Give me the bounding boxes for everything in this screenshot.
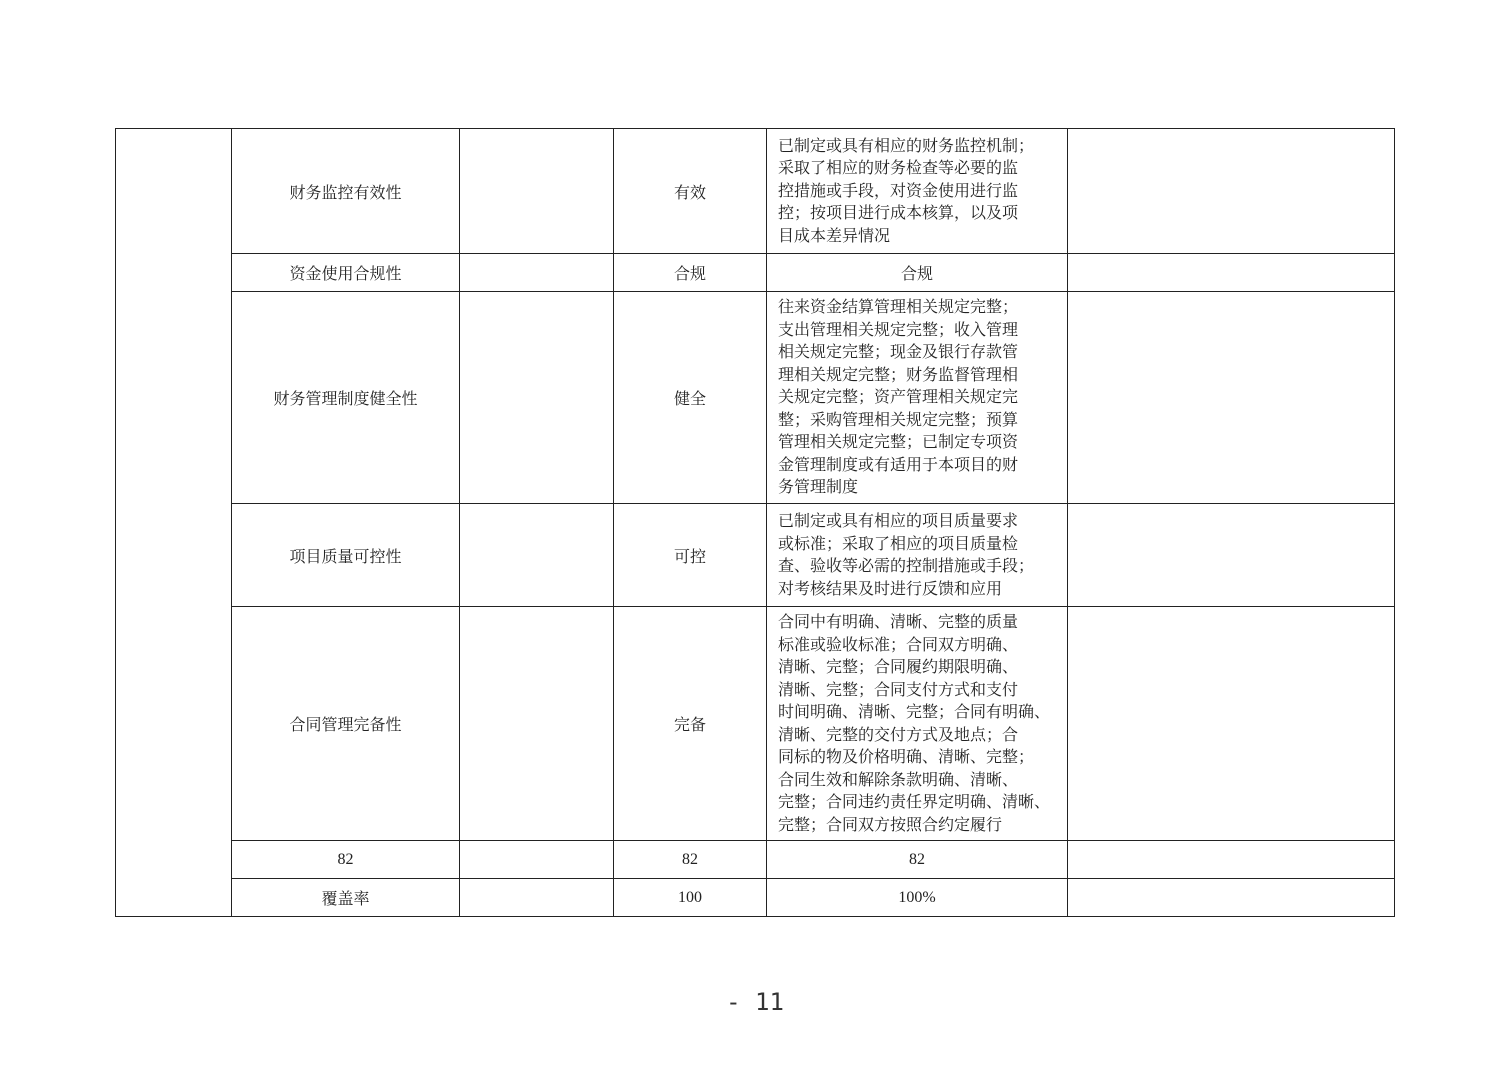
count-standard-cell: 82 [767,841,1068,879]
coverage-value-cell: 100 [614,879,767,917]
indicator-standard-cell [767,607,1068,841]
standard-text: 已制定或具有相应的项目质量要求 或标准；采取了相应的项目质量检 查、验收等必需的控制措施或手段； 对考核结果及时进行反馈和应用 [778,511,1035,598]
remark-cell [1068,254,1395,292]
empty-cell [460,607,614,841]
empty-cell [460,504,614,607]
standard-text: 合同中有明确、清晰、完整的质量 标准或验收标准；合同双方明确、 清晰、完整；合同履约期限明确、 清晰、完整；合同支付方式和支付 时间明确、清晰、完整；合同有明确、 清晰、完整的交付方式及地点；合 同标的物及价格明确、清晰、完整； 合同生效和解除条款明确、清晰、 完整；合同违约责任界定明确、清晰、 完整；合同双方按照合约定履行 [778,612,1051,834]
indicator-value-cell: 可控 [614,504,767,607]
merged-category-cell [116,129,232,917]
standard-text: 往来资金结算管理相关规定完整； 支出管理相关规定完整；收入管理 相关规定完整；现金及银行存款管 理相关规定完整；财务监督管理相 关规定完整；资产管理相关规定完 整；采购管理相关规定完整；预算 管理相关规定完整；已制定专项资 金管理制度或有适用于本项目的财 务管理制度 [778,297,1019,497]
remark-cell [1068,292,1395,504]
indicator-table [115,128,1395,917]
indicator-standard-cell: 合规 [767,254,1068,292]
page-number: - 11 [726,988,784,1016]
standard-text: 已制定或具有相应的财务监控机制； 采取了相应的财务检查等必要的监 控措施或手段，对资金使用进行监 控；按项目进行成本核算，以及项 目成本差异情况 [778,135,1035,245]
indicator-name-cell: 项目质量可控性 [232,504,460,607]
indicator-name-cell: 财务监控有效性 [232,129,460,254]
indicator-standard-cell [767,504,1068,607]
table-row [116,292,1395,504]
indicator-name-cell: 资金使用合规性 [232,254,460,292]
empty-cell [460,254,614,292]
remark-cell [1068,504,1395,607]
count-value-cell: 82 [614,841,767,879]
remark-cell [1068,607,1395,841]
table-row [116,879,1395,917]
empty-cell [460,129,614,254]
table-row [116,254,1395,292]
coverage-label-cell: 覆盖率 [232,879,460,917]
remark-cell [1068,129,1395,254]
indicator-value-cell: 完备 [614,607,767,841]
table-row [116,504,1395,607]
remark-cell [1068,879,1395,917]
indicator-value-cell: 健全 [614,292,767,504]
empty-cell [460,841,614,879]
indicator-name-cell: 财务管理制度健全性 [232,292,460,504]
indicator-standard-cell [767,292,1068,504]
count-cell: 82 [232,841,460,879]
coverage-standard-cell: 100% [767,879,1068,917]
indicator-standard-cell [767,129,1068,254]
table-row [116,129,1395,254]
empty-cell [460,879,614,917]
indicator-value-cell: 合规 [614,254,767,292]
indicator-value-cell: 有效 [614,129,767,254]
remark-cell [1068,841,1395,879]
indicator-name-cell: 合同管理完备性 [232,607,460,841]
empty-cell [460,292,614,504]
table-row [116,841,1395,879]
table-row [116,607,1395,841]
